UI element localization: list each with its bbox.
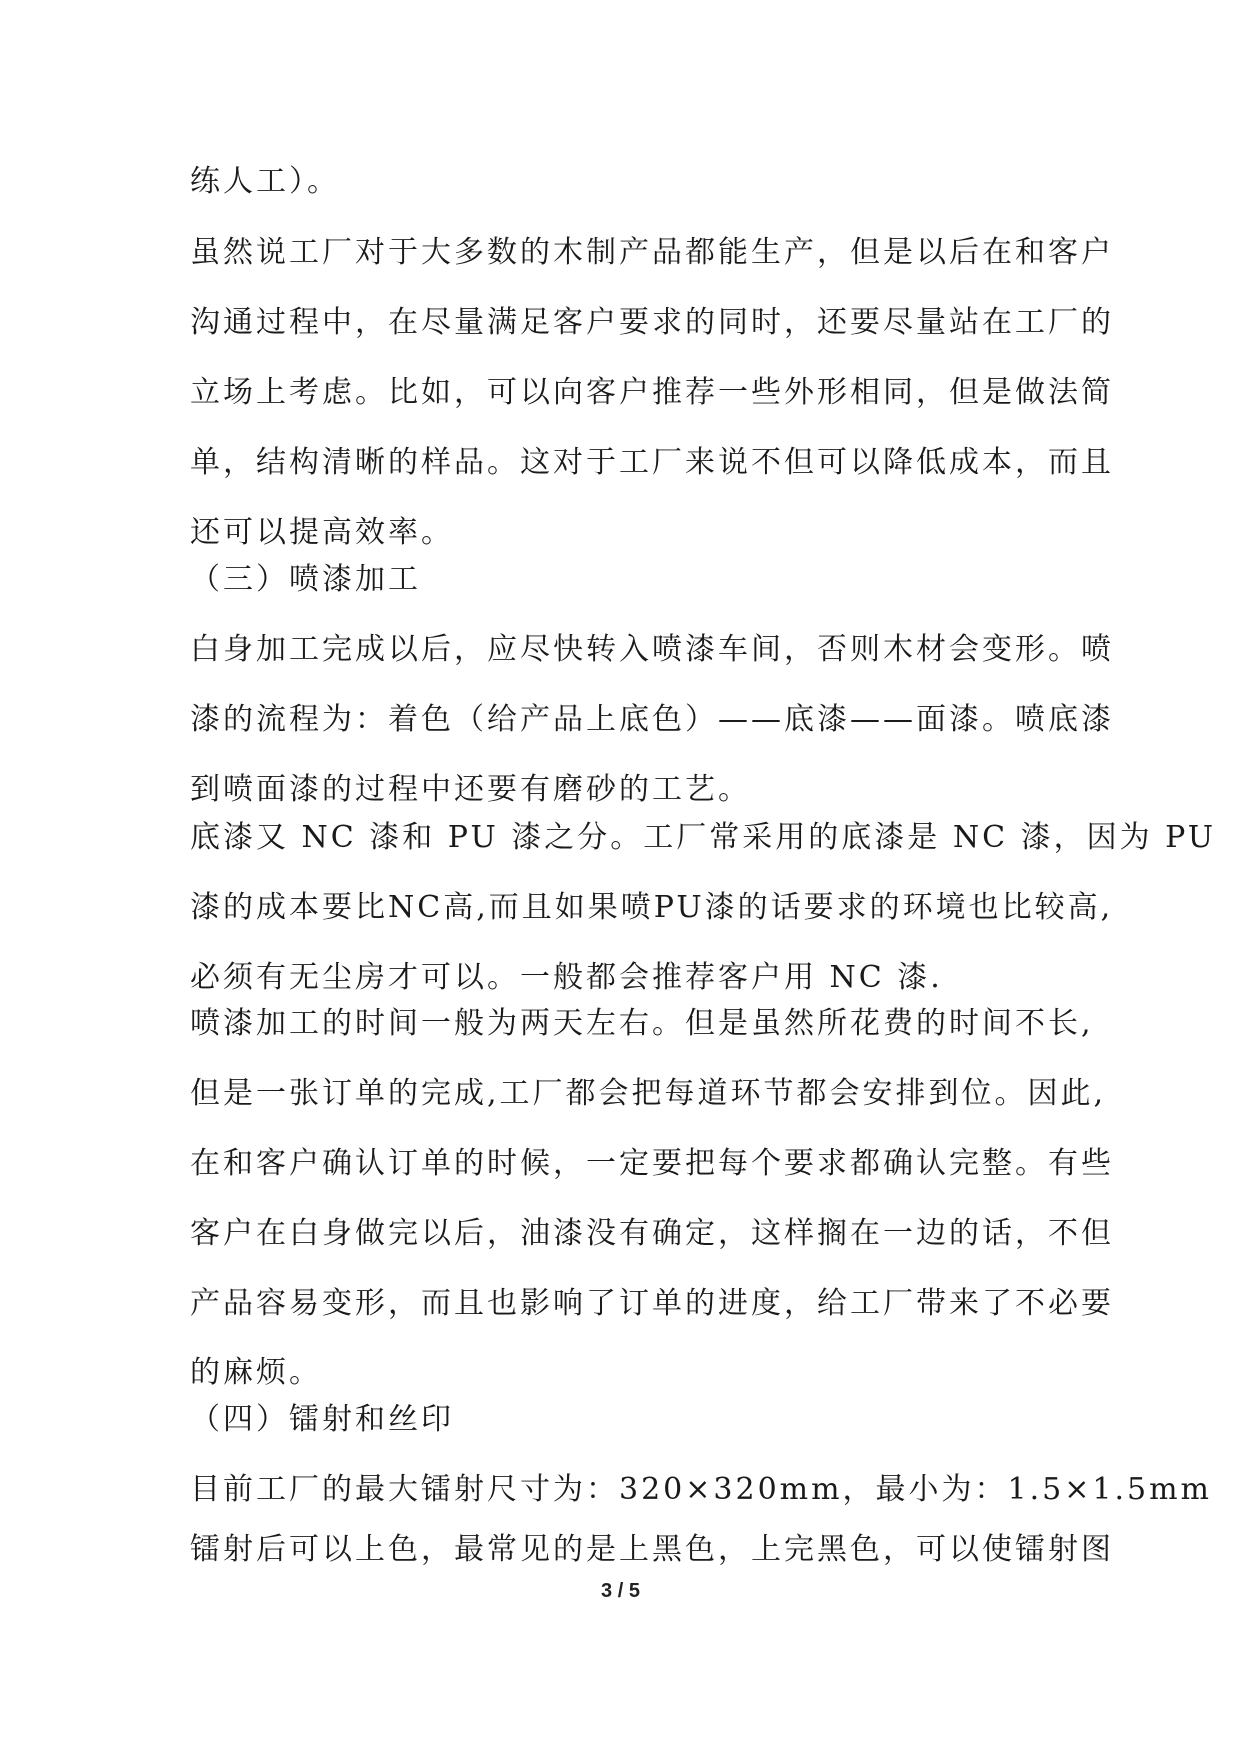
text-line: 但是一张订单的完成,工厂都会把每道环节都会安排到位。因此,	[190, 1076, 1107, 1111]
text-line: 还可以提高效率。	[190, 515, 454, 550]
text-line: 沟通过程中，在尽量满足客户要求的同时，还要尽量站在工厂的	[190, 305, 1114, 340]
text-line: 漆的流程为：着色（给产品上底色）——底漆——面漆。喷底漆	[190, 702, 1114, 737]
text-line: 漆的成本要比NC高,而且如果喷PU漆的话要求的环境也比较高,	[190, 890, 1114, 925]
text-line: 立场上考虑。比如，可以向客户推荐一些外形相同，但是做法简	[190, 375, 1114, 410]
text-line: 目前工厂的最大镭射尺寸为：320×320mm，最小为：1.5×1.5mm	[190, 1472, 1213, 1507]
text-line: 客户在白身做完以后，油漆没有确定，这样搁在一边的话，不但	[190, 1216, 1114, 1251]
text-line: 镭射后可以上色，最常见的是上黑色，上完黑色，可以使镭射图	[190, 1532, 1114, 1567]
text-line: 的麻烦。	[190, 1355, 322, 1390]
page-number: 3 / 5	[601, 1580, 640, 1602]
section-heading: （三）喷漆加工	[190, 562, 421, 597]
text-line: 在和客户确认订单的时候，一定要把每个要求都确认完整。有些	[190, 1146, 1114, 1181]
text-line: 喷漆加工的时间一般为两天左右。但是虽然所花费的时间不长,	[190, 1006, 1094, 1041]
text-line: 必须有无尘房才可以。一般都会推荐客户用 NC 漆.	[190, 960, 943, 995]
text-line: 单，结构清晰的样品。这对于工厂来说不但可以降低成本，而且	[190, 445, 1114, 480]
text-line: 白身加工完成以后，应尽快转入喷漆车间，否则木材会变形。喷	[190, 632, 1114, 667]
section-heading: （四）镭射和丝印	[190, 1402, 454, 1437]
text-line: 产品容易变形，而且也影响了订单的进度，给工厂带来了不必要	[190, 1286, 1114, 1321]
text-line: 练人工）。	[190, 164, 340, 199]
text-line: 底漆又 NC 漆和 PU 漆之分。工厂常采用的底漆是 NC 漆，因为 PU	[190, 820, 1217, 855]
text-line: 到喷面漆的过程中还要有磨砂的工艺。	[190, 772, 751, 807]
text-line: 虽然说工厂对于大多数的木制产品都能生产，但是以后在和客户	[190, 235, 1114, 270]
